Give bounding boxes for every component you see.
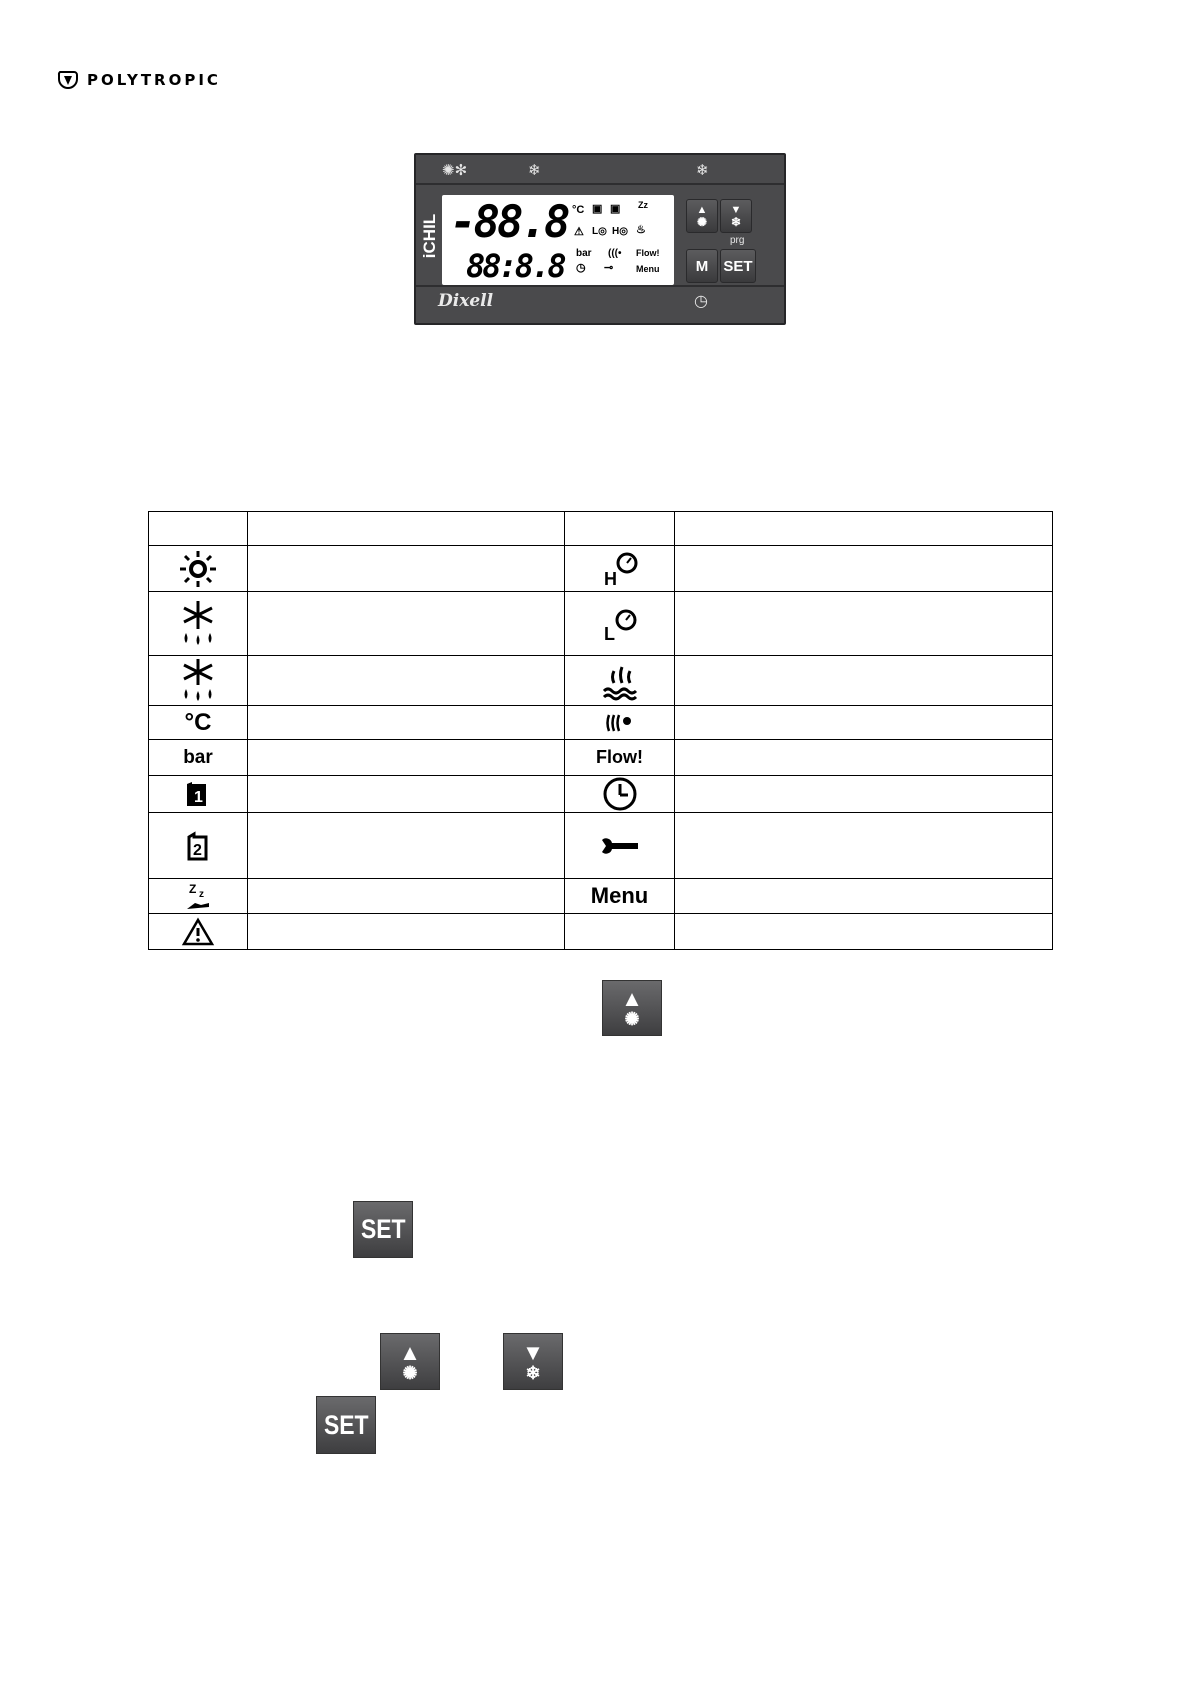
celsius-label: °C bbox=[149, 706, 248, 740]
description-cell bbox=[248, 740, 565, 776]
prg-label: prg bbox=[730, 235, 745, 246]
set-label: SET bbox=[323, 1409, 369, 1440]
description-cell bbox=[248, 776, 565, 813]
set-button-image bbox=[353, 1201, 413, 1258]
description-cell bbox=[248, 879, 565, 914]
description-cell bbox=[675, 592, 1053, 656]
svg-text:Z: Z bbox=[189, 882, 197, 896]
chevron-down-icon: ▼ bbox=[522, 1339, 544, 1365]
cooling-snowflake-icon bbox=[176, 599, 220, 649]
water-pump-icon bbox=[600, 661, 640, 701]
cool-led-icon: ❄ bbox=[528, 162, 541, 179]
icon-cell bbox=[565, 656, 675, 706]
flow-label: Flow! bbox=[565, 740, 675, 776]
svg-text:L: L bbox=[603, 623, 615, 644]
logo-text: POLYTROPIC bbox=[87, 71, 221, 89]
lcd-menu: Menu bbox=[636, 264, 660, 274]
down-cool-button[interactable] bbox=[720, 199, 752, 233]
snowflake-icon: ❄ bbox=[525, 1362, 541, 1383]
clock-icon bbox=[602, 776, 638, 812]
description-cell bbox=[675, 879, 1053, 914]
lcd-sleep: Zz bbox=[638, 200, 648, 210]
compressor-1-icon bbox=[183, 780, 213, 808]
snowflake-icon: ❄ bbox=[730, 214, 742, 229]
lcd-flow: Flow! bbox=[636, 248, 660, 258]
icon-cell bbox=[149, 776, 248, 813]
table-row bbox=[149, 813, 1053, 879]
compressor-2-lcd-icon: ▣ bbox=[610, 203, 621, 215]
icon-cell bbox=[149, 813, 248, 879]
wrench-lcd-icon: ⊸ bbox=[604, 262, 614, 274]
chevron-down-icon: ▼ bbox=[730, 203, 742, 216]
table-row bbox=[149, 706, 1053, 740]
icon-cell bbox=[149, 546, 248, 592]
set-button-image bbox=[316, 1396, 376, 1454]
description-cell bbox=[248, 656, 565, 706]
table-row bbox=[149, 656, 1053, 706]
table-row bbox=[149, 776, 1053, 813]
polytropic-mark-icon bbox=[57, 70, 79, 90]
icon-cell bbox=[149, 914, 248, 950]
sleep-icon bbox=[183, 881, 213, 911]
svg-text:z: z bbox=[199, 889, 204, 900]
description-cell bbox=[248, 546, 565, 592]
clock-led-icon: ◷ bbox=[694, 293, 708, 310]
high-pressure-icon bbox=[600, 549, 640, 589]
description-cell bbox=[675, 740, 1053, 776]
high-pressure-lcd-icon: H◎ bbox=[612, 226, 628, 237]
set-button[interactable]: SET bbox=[720, 249, 756, 283]
icon-cell bbox=[149, 656, 248, 706]
table-row bbox=[149, 740, 1053, 776]
icon-cell bbox=[565, 592, 675, 656]
description-cell bbox=[675, 706, 1053, 740]
menu-label: Menu bbox=[565, 879, 675, 914]
description-cell bbox=[675, 546, 1053, 592]
defrost-led-icon: ❄ bbox=[696, 162, 709, 179]
chevron-up-icon: ▲ bbox=[399, 1339, 421, 1365]
description-cell bbox=[248, 914, 565, 950]
svg-text:2: 2 bbox=[193, 841, 202, 859]
compressor-2-icon bbox=[183, 831, 213, 861]
heat-sun-icon bbox=[178, 549, 218, 589]
set-label: SET bbox=[360, 1214, 406, 1244]
up-heat-button-image bbox=[380, 1333, 440, 1390]
pump-lcd-icon: ♨ bbox=[636, 224, 646, 236]
defrost-icon bbox=[176, 657, 220, 705]
description-cell bbox=[675, 813, 1053, 879]
icon-cell bbox=[565, 546, 675, 592]
up-heat-button-image bbox=[602, 980, 662, 1036]
svg-text:H: H bbox=[603, 568, 617, 589]
description-cell bbox=[248, 706, 565, 740]
table-row bbox=[149, 879, 1053, 914]
lcd-display bbox=[442, 195, 674, 285]
icon-legend-table bbox=[148, 511, 1053, 950]
icon-cell bbox=[565, 776, 675, 813]
warning-icon bbox=[181, 917, 215, 947]
heat-led-icon: ✺✻ bbox=[442, 162, 468, 179]
low-pressure-icon bbox=[600, 604, 640, 644]
controller-panel bbox=[414, 153, 786, 325]
compressor-1-lcd-icon: ▣ bbox=[592, 203, 603, 215]
warning-lcd-icon: ⚠ bbox=[574, 226, 584, 238]
description-cell bbox=[248, 813, 565, 879]
chevron-up-icon: ▲ bbox=[696, 203, 708, 216]
icon-cell bbox=[565, 813, 675, 879]
heater-icon bbox=[605, 711, 635, 735]
lcd-celsius: °C bbox=[572, 204, 585, 216]
down-cool-button-image bbox=[503, 1333, 563, 1390]
sun-icon: ✺ bbox=[624, 1009, 640, 1029]
table-row bbox=[149, 546, 1053, 592]
empty-cell bbox=[565, 914, 675, 950]
header-cell bbox=[675, 512, 1053, 546]
header-cell bbox=[565, 512, 675, 546]
bar-label: bar bbox=[149, 740, 248, 776]
sun-icon: ✺ bbox=[402, 1362, 418, 1383]
description-cell bbox=[248, 592, 565, 656]
display-bottom-value: 88:8.8 bbox=[466, 247, 564, 285]
table-row bbox=[149, 592, 1053, 656]
description-cell bbox=[675, 656, 1053, 706]
table-header-row bbox=[149, 512, 1053, 546]
description-cell bbox=[675, 914, 1053, 950]
polytropic-logo bbox=[57, 70, 221, 90]
icon-cell bbox=[149, 592, 248, 656]
icon-cell bbox=[149, 879, 248, 914]
clock-lcd-icon: ◷ bbox=[576, 262, 586, 274]
header-cell bbox=[248, 512, 565, 546]
icon-cell bbox=[565, 706, 675, 740]
chevron-up-icon: ▲ bbox=[621, 986, 643, 1011]
low-pressure-lcd-icon: L◎ bbox=[592, 226, 607, 237]
description-cell bbox=[675, 776, 1053, 813]
heater-lcd-icon: (((• bbox=[608, 248, 622, 259]
sun-icon: ✺ bbox=[696, 214, 708, 229]
header-cell bbox=[149, 512, 248, 546]
up-heat-button[interactable] bbox=[686, 199, 718, 233]
m-button[interactable]: M bbox=[686, 249, 718, 283]
svg-text:1: 1 bbox=[194, 789, 203, 806]
bottom-brand: Dixell bbox=[438, 291, 494, 311]
lcd-bar: bar bbox=[576, 248, 592, 259]
side-brand: iCHIL bbox=[420, 213, 440, 259]
display-top-value: -88.8 bbox=[450, 197, 568, 248]
wrench-icon bbox=[600, 836, 640, 856]
table-row bbox=[149, 914, 1053, 950]
